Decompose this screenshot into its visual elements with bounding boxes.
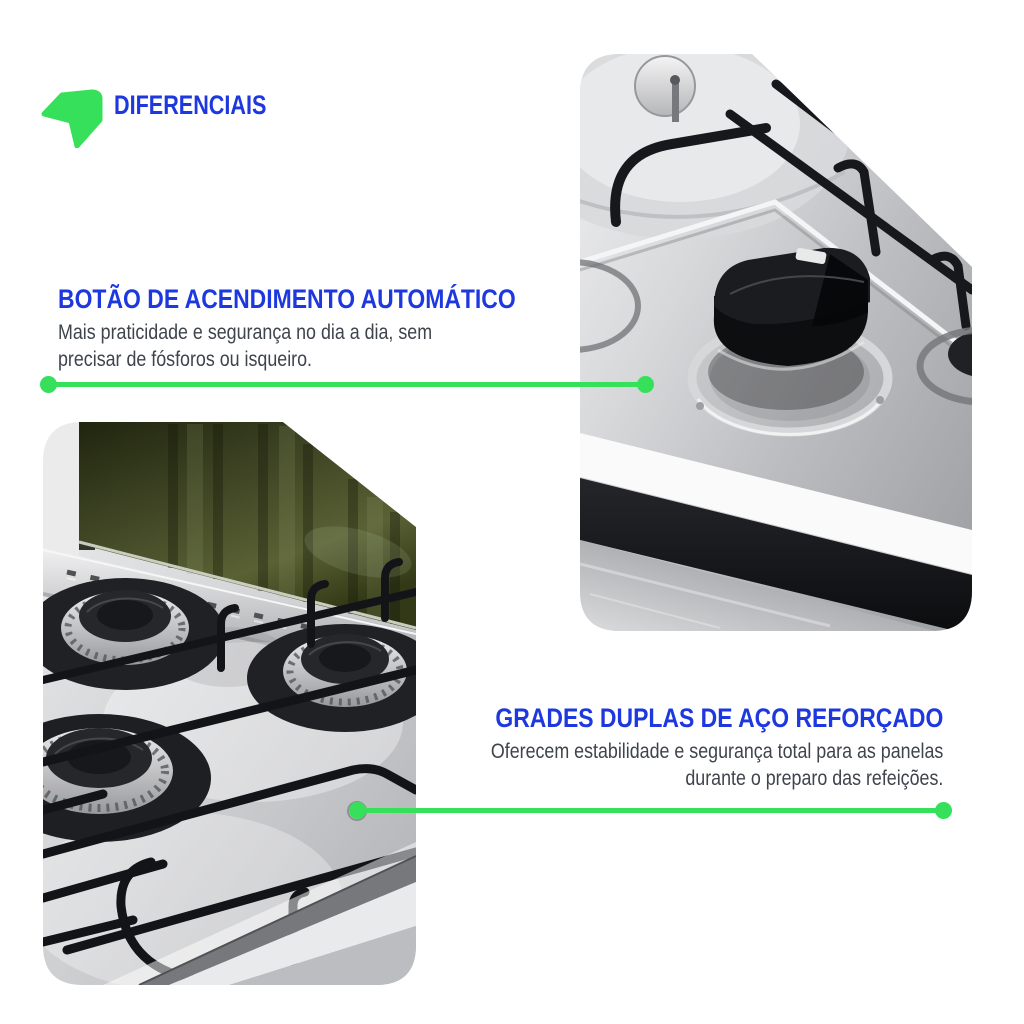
feature-ignition [58, 284, 597, 373]
feature-grates [411, 703, 943, 792]
stove-cooktop-grates-photo [43, 422, 416, 985]
feature-grates-desc-line1: Oferecem estabilidade e segurança total para as panelas [490, 740, 943, 763]
connector-dot [40, 376, 57, 393]
header [38, 82, 305, 148]
feature-grates-description [491, 738, 943, 792]
connector-line-grates [357, 808, 943, 813]
feature-grates-title: GRADES DUPLAS DE AÇO REFORÇADO [495, 703, 943, 733]
feature-ignition-title: BOTÃO DE ACENDIMENTO AUTOMÁTICO [58, 284, 516, 314]
feature-grates-desc-line2: durante o preparo das refeições. [684, 767, 943, 790]
feature-ignition-desc-line2: precisar de fósforos ou isqueiro. [58, 348, 313, 371]
connector-dot [637, 376, 654, 393]
page-title: DIFERENCIAIS [114, 90, 267, 120]
connector-dot [349, 802, 366, 819]
connector-line-ignition [48, 382, 645, 387]
feature-ignition-desc-line1: Mais praticidade e segurança no dia a dia, sem [58, 321, 433, 344]
connector-dot [935, 802, 952, 819]
arrow-tag-icon [38, 82, 104, 148]
feature-ignition-description [58, 319, 516, 373]
stove-knob-closeup-photo [580, 54, 972, 631]
